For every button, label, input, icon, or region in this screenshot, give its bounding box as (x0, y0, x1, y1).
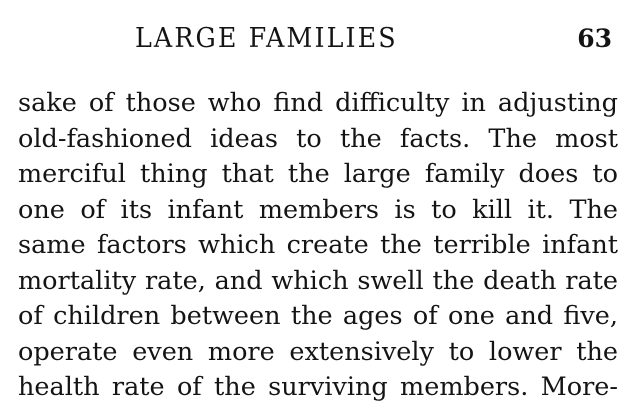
text-line-9: health rate of the surviving members. More- (18, 372, 618, 402)
text-line-4: one of its infant members is to kill it. The (18, 194, 618, 225)
text-line-6: mortality rate, and which swell the death rate (18, 265, 618, 296)
text-line-3: merciful thing that the large family does to (18, 159, 618, 189)
running-head (0, 22, 640, 56)
running-title: LARGE FAMILIES (135, 23, 398, 54)
text-line-1: sake of those who find difficulty in adjusting (18, 88, 618, 118)
text-line-8: operate even more extensively to lower the (18, 336, 618, 367)
page-number: 63 (577, 24, 612, 53)
text-line-5: same factors which create the terrible infant (18, 230, 618, 260)
text-line-7: of children between the ages of one and five, (18, 301, 618, 331)
text-line-2: old-fashioned ideas to the facts. The most (18, 123, 618, 154)
body-text (18, 86, 618, 406)
